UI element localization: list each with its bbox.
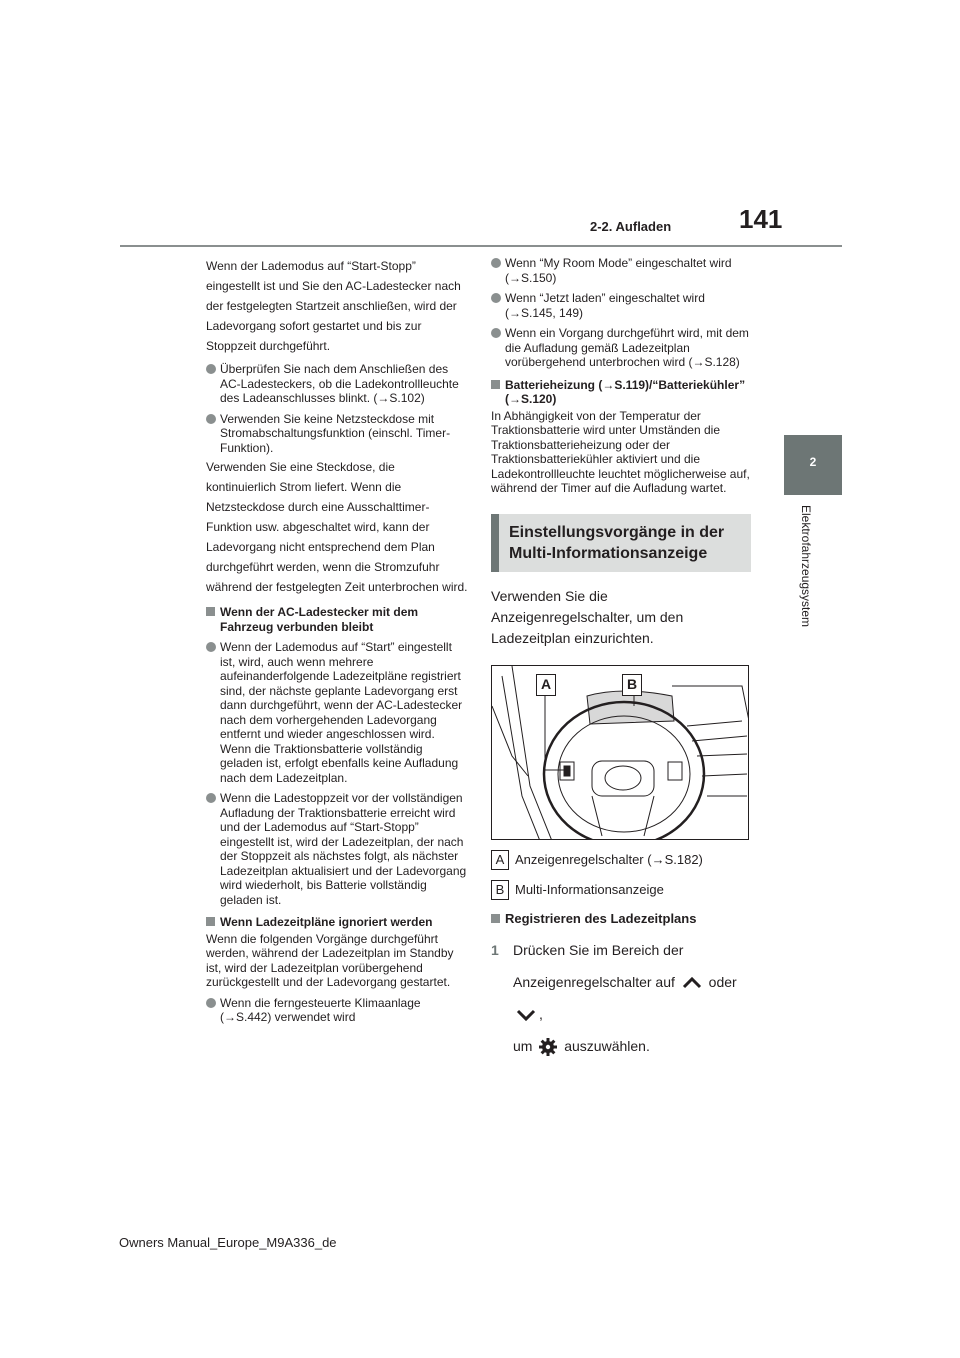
steering-wheel-illustration bbox=[492, 666, 749, 840]
callout-b: B bbox=[622, 674, 642, 696]
left-column bbox=[206, 256, 468, 1025]
callout-a: A bbox=[536, 674, 556, 696]
step-um: um bbox=[513, 1038, 533, 1054]
right-column bbox=[491, 256, 751, 1062]
cockpit-illustration bbox=[491, 665, 749, 840]
bullet-dot-icon bbox=[206, 414, 216, 424]
step-number: 1 bbox=[491, 942, 499, 958]
step-or: oder bbox=[708, 974, 737, 990]
bullet-dot-icon bbox=[206, 364, 216, 374]
step-text: Drücken Sie im Bereich der Anzeigenregelschalter auf bbox=[513, 942, 684, 990]
bullet-dot-icon bbox=[491, 258, 501, 268]
chapter-tab: 2 bbox=[784, 435, 842, 495]
legend-key: A bbox=[491, 850, 509, 870]
gear-icon bbox=[539, 1038, 557, 1056]
bullet-item: Verwenden Sie keine Netzsteckdose mit Stromabschaltungsfunktion (einschl. Timer-Funktion). bbox=[206, 412, 468, 456]
square-bullet-icon bbox=[491, 380, 500, 389]
legend-key: B bbox=[491, 880, 509, 900]
bullet-dot-icon bbox=[491, 328, 501, 338]
header-section-title: 2-2. Aufladen bbox=[590, 219, 672, 234]
footer: Owners Manual_Europe_M9A336_de bbox=[119, 1235, 337, 1250]
legend-row bbox=[491, 850, 751, 870]
bullet-item: Wenn “Jetzt laden” eingeschaltet wird (→S.145, 149) bbox=[491, 291, 751, 320]
bullet-item: Wenn ein Vorgang durchgeführt wird, mit dem die Aufladung gemäß Ladezeitplan vorübergehend unterbrochen wird (→S.128) bbox=[491, 326, 751, 370]
legend-row bbox=[491, 880, 751, 900]
paragraph: In Abhängigkeit von der Temperatur der Traktionsbatterie wird unter Umständen die Traktionsbatterieheizung oder der Traktionsbatteriekühler aktiviert und die Ladekontrollleuchte leuchtet möglicherweise auf, während der Timer auf die Aufladung wartet. bbox=[491, 408, 750, 495]
subheading: Wenn Ladezeitpläne ignoriert werden bbox=[206, 915, 468, 930]
bullet-item: Wenn “My Room Mode” eingeschaltet wird (→S.150) bbox=[491, 256, 751, 285]
chevron-up-icon bbox=[682, 977, 702, 989]
legend-text: Anzeigenregelschalter (→S.182) bbox=[515, 851, 703, 867]
chevron-down-icon bbox=[516, 1009, 536, 1021]
bullet-dot-icon bbox=[206, 998, 216, 1008]
intro-paragraph: Wenn der Lademodus auf “Start-Stopp” eingestellt ist und Sie den AC-Ladestecker nach der festgelegten Startzeit anschließen, wird der Ladevorgang sofort gestartet und bis zur Stoppzeit durchgeführt. bbox=[206, 259, 461, 353]
bullet-item: Wenn der Lademodus auf “Start” eingestellt ist, wird, auch wenn mehrere aufeinanderfolgende Ladezeitpläne registriert sind, der nächste geplante Ladevorgang erst dann durchgeführt, wenn der AC-Ladestecker nach dem vorhergehenden Ladevorgang entfernt und wieder angeschlossen wird. Wenn die Traktionsbatterie vollständig geladen ist, erfolgt ebenfalls keine Aufladung nach dem Ladezeitplan. bbox=[206, 640, 468, 785]
lead-paragraph: Verwenden Sie die Anzeigenregelschalter, um den Ladezeitplan einzurichten. bbox=[491, 587, 684, 646]
paragraph: Verwenden Sie eine Steckdose, die kontinuierlich Strom liefert. Wenn die Netzsteckdose durch eine Ausschalttimer-Funktion usw. abgeschaltet wird, kann der Ladevorgang nicht entsprechend dem Plan durchgeführt werden, wenn die Stromzufuhr während der festgelegten Zeit unterbrochen wird. bbox=[206, 460, 468, 594]
header-rule bbox=[120, 245, 842, 247]
subheading: Wenn der AC-Ladestecker mit dem Fahrzeug verbunden bleibt bbox=[206, 605, 468, 634]
square-bullet-icon bbox=[206, 917, 215, 926]
subheading: Batterieheizung (→S.119)/“Batteriekühler” (→S.120) bbox=[491, 378, 751, 407]
step-1 bbox=[491, 934, 751, 1062]
square-bullet-icon bbox=[491, 914, 500, 923]
bullet-item: Wenn die Ladestoppzeit vor der vollständigen Aufladung der Traktionsbatterie erreicht wird und der Lademodus auf “Start-Stopp” eingestellt ist, wird der Ladezeitplan, der nach der Stoppzeit als nächstes folgt, als nächster Ladezeitplan aktualisiert und der Ladevorgang wird wiederholt, bis Batterie vollständig geladen ist. bbox=[206, 791, 468, 907]
subheading: Registrieren des Ladezeitplans bbox=[491, 912, 751, 927]
bullet-item: Überprüfen Sie nach dem Anschließen des AC-Ladesteckers, ob die Ladekontrollleuchte des Ladeanschlusses blinkt. (→S.102) bbox=[206, 362, 468, 406]
chapter-tab-label: Elektrofahrzeugsystem bbox=[799, 505, 813, 628]
bullet-dot-icon bbox=[491, 293, 501, 303]
paragraph: Wenn die folgenden Vorgänge durchgeführt werden, während der Ladezeitplan im Standby ist, wird der Ladezeitplan vorübergehend zurückgestellt und der Ladevorgang gestartet. bbox=[206, 931, 454, 989]
bullet-item: Wenn die ferngesteuerte Klimaanlage (→S.442) verwendet wird bbox=[206, 996, 468, 1025]
bullet-dot-icon bbox=[206, 793, 216, 803]
legend-text: Multi-Informationsanzeige bbox=[515, 881, 664, 897]
step-comma: , bbox=[539, 1006, 543, 1022]
page-number: 141 bbox=[739, 204, 783, 234]
square-bullet-icon bbox=[206, 607, 215, 616]
bullet-dot-icon bbox=[206, 642, 216, 652]
section-title-box: Einstellungsvorgänge in der Multi-Informationsanzeige bbox=[491, 514, 751, 572]
step-end: auszuwählen. bbox=[564, 1038, 650, 1054]
